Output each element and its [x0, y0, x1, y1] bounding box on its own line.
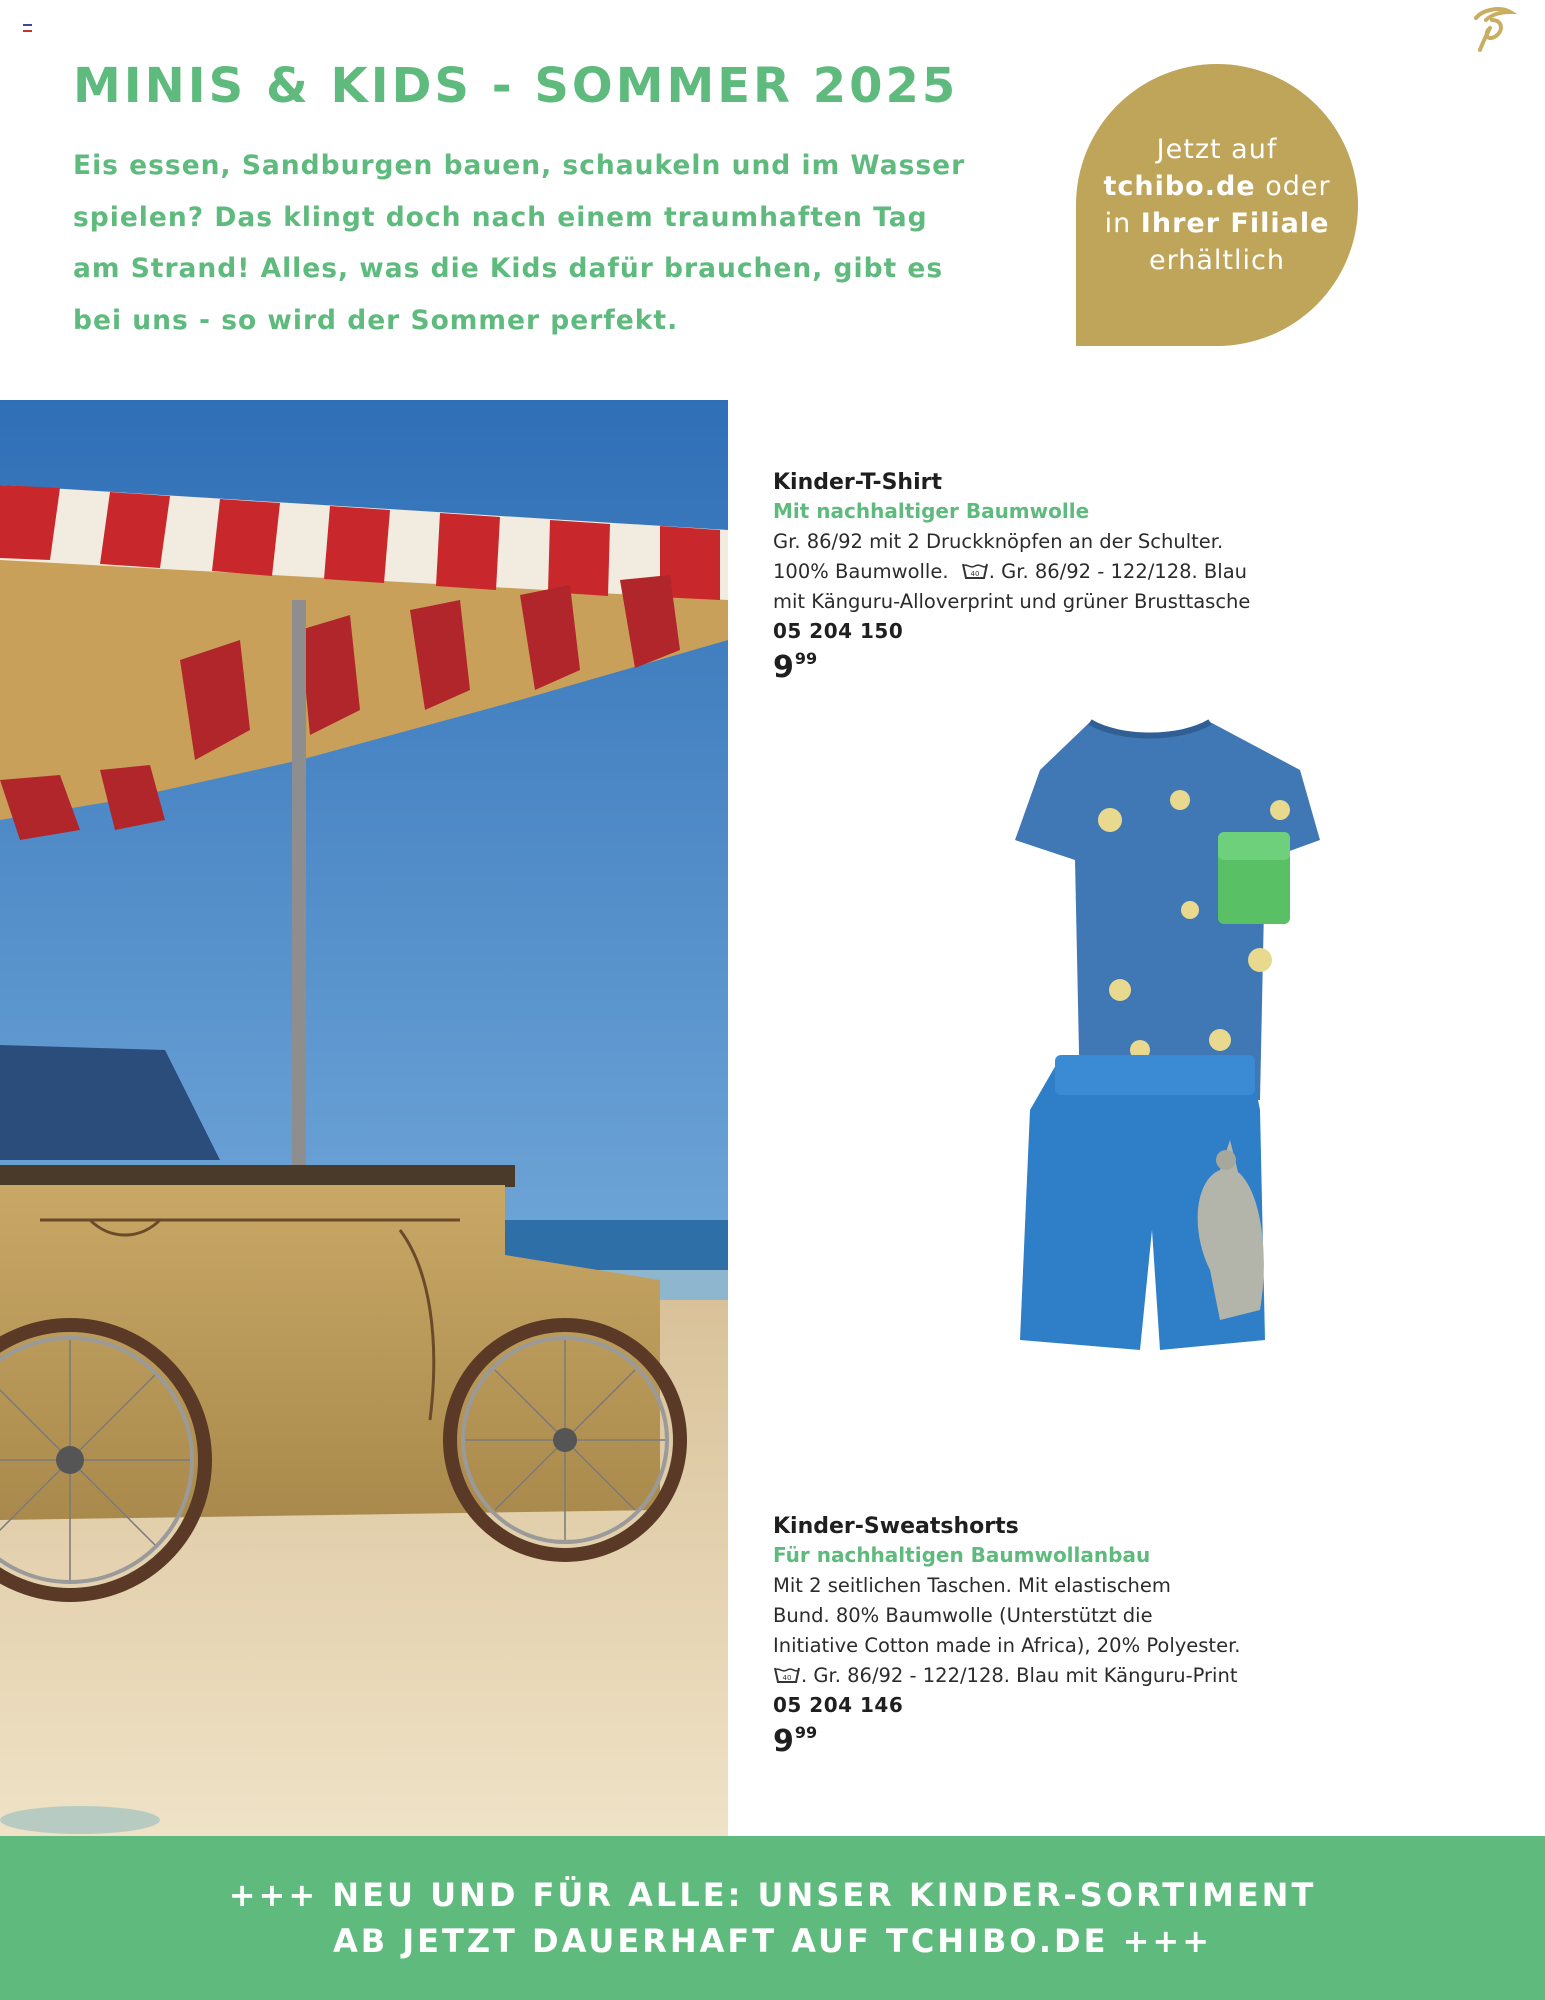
price-cents: 99 — [794, 649, 818, 668]
page-title: MINIS & KIDS - SOMMER 2025 — [73, 58, 959, 114]
intro-line: Eis essen, Sandburgen bauen, schaukeln und im Wasser — [73, 150, 966, 181]
intro-line: am Strand! Alles, was die Kids dafür brauchen, gibt es — [73, 253, 944, 284]
price-main: 9 — [773, 1724, 794, 1759]
badge-site: tchibo.de — [1103, 171, 1256, 202]
badge-oder: oder — [1255, 171, 1331, 202]
footer-banner — [0, 1836, 1545, 2000]
svg-text:40: 40 — [970, 570, 980, 578]
product-description — [773, 527, 1333, 617]
footer-line: AB JETZT DAUERHAFT AUF TCHIBO.DE +++ — [332, 1922, 1213, 1960]
wash-40-icon — [773, 1665, 801, 1685]
badge-text — [1103, 131, 1330, 279]
product-kinder-sweatshorts — [773, 1514, 1333, 1759]
intro-text — [73, 140, 1003, 346]
product-name: Kinder-Sweatshorts — [773, 1514, 1019, 1539]
product-description — [773, 1571, 1333, 1691]
wash-40-icon — [961, 561, 989, 581]
product-subtitle: Für nachhaltigen Baumwollanbau — [773, 1543, 1151, 1567]
desc-line: 100% Baumwolle. — [773, 560, 949, 583]
badge-line: Jetzt auf — [1156, 134, 1278, 165]
price-cents: 99 — [794, 1723, 818, 1742]
badge-in: in — [1104, 208, 1141, 239]
desc-line: Mit 2 seitlichen Taschen. Mit elastischem — [773, 1574, 1171, 1597]
price — [773, 649, 1333, 685]
product-subtitle: Mit nachhaltiger Baumwolle — [773, 499, 1090, 523]
tchibo-logo-icon — [1462, 0, 1522, 60]
price-main: 9 — [773, 650, 794, 685]
product-name: Kinder-T-Shirt — [773, 470, 942, 495]
footer-line: +++ NEU UND FÜR ALLE: UNSER KINDER-SORTIMENT — [228, 1876, 1317, 1914]
desc-line: Initiative Cotton made in Africa), 20% Polyester. — [773, 1634, 1241, 1657]
article-number: 05 204 146 — [773, 1693, 904, 1717]
desc-line: Bund. 80% Baumwolle (Unterstützt die — [773, 1604, 1153, 1627]
intro-line: spielen? Das klingt doch nach einem traumhaften Tag — [73, 201, 928, 233]
desc-line: mit Känguru-Alloverprint und grüner Brusttasche — [773, 590, 1251, 613]
svg-text:40: 40 — [782, 1674, 792, 1682]
badge-line: erhältlich — [1149, 245, 1285, 276]
kids-clothing-image — [890, 710, 1420, 1390]
price — [773, 1723, 1333, 1759]
availability-badge — [1076, 64, 1358, 346]
desc-line: . Gr. 86/92 - 122/128. Blau — [988, 560, 1248, 583]
badge-filiale: Ihrer Filiale — [1140, 208, 1330, 239]
article-number: 05 204 150 — [773, 619, 904, 643]
desc-line: Gr. 86/92 mit 2 Druckknöpfen an der Schulter. — [773, 530, 1224, 553]
product-kinder-t-shirt — [773, 470, 1333, 685]
beach-ice-cream-cart-photo — [0, 400, 728, 1836]
intro-line: bei uns - so wird der Sommer perfekt. — [73, 304, 679, 336]
desc-line: . Gr. 86/92 - 122/128. Blau mit Känguru-Print — [801, 1664, 1238, 1687]
flag-icon — [23, 24, 32, 31]
